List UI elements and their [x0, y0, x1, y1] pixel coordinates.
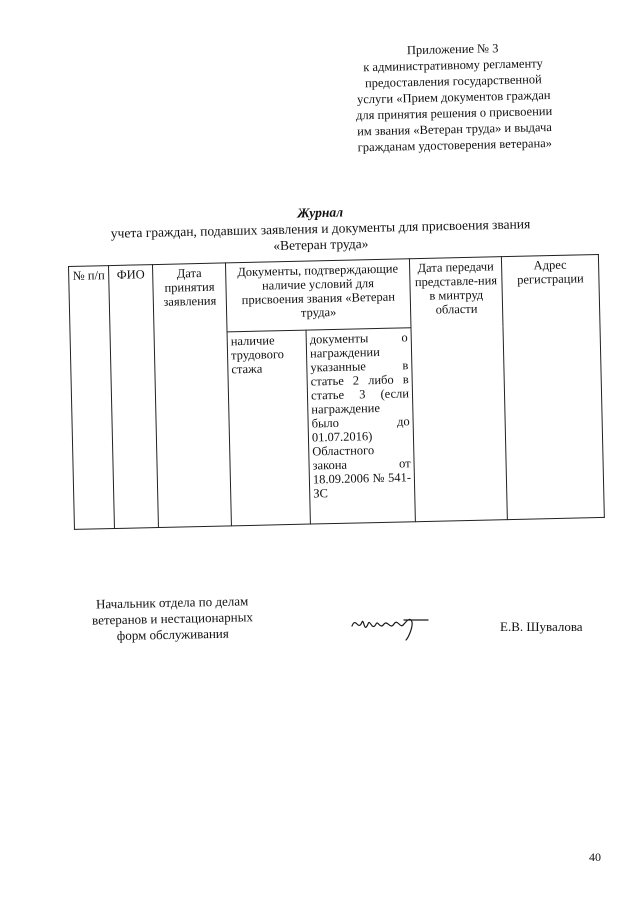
header-documents: Документы, подтверждающие наличие условий для присвоения звания «Ветеран труда»	[225, 259, 411, 332]
header-number: № п/п	[69, 266, 115, 530]
appendix-line: Приложение № 3	[406, 41, 499, 58]
chief-title-line: ветеранов и нестационарных	[91, 609, 254, 628]
appendix-line: к административному регламенту	[363, 56, 543, 75]
header-address: Адрес регистрации	[501, 254, 604, 519]
header-date: Дата принятия заявления	[152, 263, 231, 528]
appendix-line: предоставления государственной	[364, 72, 542, 91]
journal-table	[68, 254, 605, 530]
subheader-awards: документы о награждении указанные в статье 2 либо в статье 3 (если награждение было до 01.07.2016) Областного закона от 18.09.2006 № 541-ЗС	[306, 328, 415, 524]
appendix-line: им звания «Ветеран труда» и выдача	[356, 119, 552, 139]
appendix-line: гражданам удостоверения ветерана»	[357, 135, 553, 155]
journal-table-wrapper	[68, 254, 612, 530]
header-transfer-date: Дата передачи представле-ния в минтруд области	[409, 257, 507, 522]
appendix-line: услуги «Прием документов граждан	[356, 88, 551, 107]
signer-name: Е.В. Шувалова	[500, 619, 583, 634]
appendix-header	[330, 38, 577, 156]
subheader-work-experience: наличие трудового стажа	[227, 330, 310, 526]
journal-title: Журнал	[297, 204, 344, 221]
handwritten-signature	[350, 612, 430, 642]
journal-subtitle: «Ветеран труда»	[273, 235, 369, 254]
page-number: 40	[589, 850, 601, 864]
appendix-line: для принятия решения о присвоении	[355, 103, 553, 123]
chief-title-line: форм обслуживания	[116, 625, 229, 644]
table-header-row	[69, 254, 600, 335]
chief-title	[72, 593, 273, 645]
journal-subtitle: учета граждан, подавших заявления и документы для присвоения звания	[110, 216, 531, 241]
header-name: ФИО	[109, 265, 159, 529]
chief-title-line: Начальник отдела по делам	[95, 593, 249, 612]
journal-heading	[0, 198, 640, 261]
